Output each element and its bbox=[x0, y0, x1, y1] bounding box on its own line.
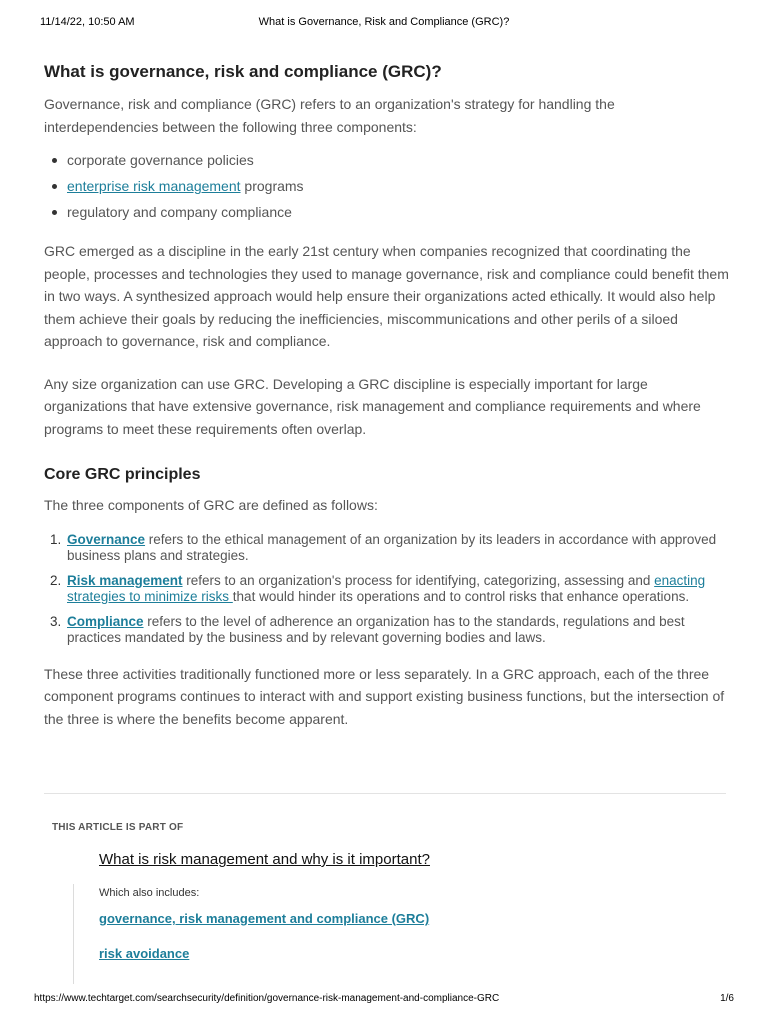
governance-link[interactable]: Governance bbox=[67, 531, 146, 547]
parent-article-link[interactable]: What is risk management and why is it important? bbox=[99, 851, 430, 868]
list-item: 1. Governance refers to the ethical management of an organization by its leaders in accordance with approved business plans and strategies. bbox=[50, 531, 717, 563]
principles-list bbox=[44, 532, 729, 647]
print-footer bbox=[34, 993, 734, 1007]
risk-management-link[interactable]: Risk management bbox=[67, 572, 183, 588]
divider bbox=[44, 793, 726, 794]
series-vertical-line bbox=[73, 884, 74, 984]
size-paragraph: Any size organization can use GRC. Developing a GRC discipline is especially important for large organizations that have extensive governance, risk management and compliance requirements and where programs to meet these requirements often overlap. bbox=[44, 375, 701, 437]
print-page-title: What is Governance, Risk and Compliance (GRC)? bbox=[258, 16, 510, 28]
article bbox=[44, 60, 729, 730]
section-heading: Core GRC principles bbox=[44, 466, 201, 483]
list-item: regulatory and company compliance bbox=[44, 199, 729, 225]
series-child-link[interactable]: risk avoidance bbox=[99, 946, 190, 961]
list-item: 3. Compliance refers to the level of adherence an organization has to the standards, regulations and best practices mandated by the business and by relevant governing bodies and laws. bbox=[50, 613, 685, 645]
page-url: https://www.techtarget.com/searchsecurity/definition/governance-risk-management-and-compliance-GRC bbox=[34, 993, 500, 1004]
conclusion-paragraph: These three activities traditionally functioned more or less separately. In a GRC approach, each of the three component programs continues to interact with and support existing business functions, but the intersection of the three is where the benefits become apparent. bbox=[44, 665, 725, 727]
list-item: enterprise risk management programs bbox=[44, 173, 729, 199]
section-intro: The three components of GRC are defined as follows: bbox=[44, 497, 378, 513]
minimize-risks-link[interactable]: enacting strategies to minimize risks bbox=[67, 572, 706, 604]
also-includes-label: Which also includes: bbox=[99, 887, 200, 899]
series-child-link[interactable]: governance, risk management and compliance (GRC) bbox=[99, 911, 430, 926]
component-list bbox=[44, 147, 729, 225]
print-header bbox=[40, 16, 728, 32]
series-label: THIS ARTICLE IS PART OF bbox=[52, 822, 184, 833]
article-heading: What is governance, risk and compliance (GRC)? bbox=[44, 62, 442, 81]
intro-paragraph: Governance, risk and compliance (GRC) refers to an organization's strategy for handling the interdependencies between the following three components: bbox=[44, 96, 615, 135]
compliance-link[interactable]: Compliance bbox=[67, 613, 144, 629]
page-number: 1/6 bbox=[720, 993, 734, 1004]
enterprise-risk-management-link[interactable]: enterprise risk management bbox=[67, 178, 241, 194]
list-item: 2. Risk management refers to an organization's process for identifying, categorizing, assessing and enacting strategies to minimize risks that would hinder its operations and to control risks that enhance operations. bbox=[50, 572, 706, 604]
history-paragraph: GRC emerged as a discipline in the early 21st century when companies recognized that coordinating the people, processes and technologies they used to manage governance, risk and compliance could benefit them in two ways. A synthesized approach would help ensure their organizations acted ethically. It would also help them achieve their goals by reducing the inefficiencies, miscommunications and other perils of a siloed approach to governance, risk and compliance. bbox=[44, 243, 729, 349]
list-item: corporate governance policies bbox=[44, 147, 729, 173]
print-datetime: 11/14/22, 10:50 AM bbox=[40, 16, 135, 28]
